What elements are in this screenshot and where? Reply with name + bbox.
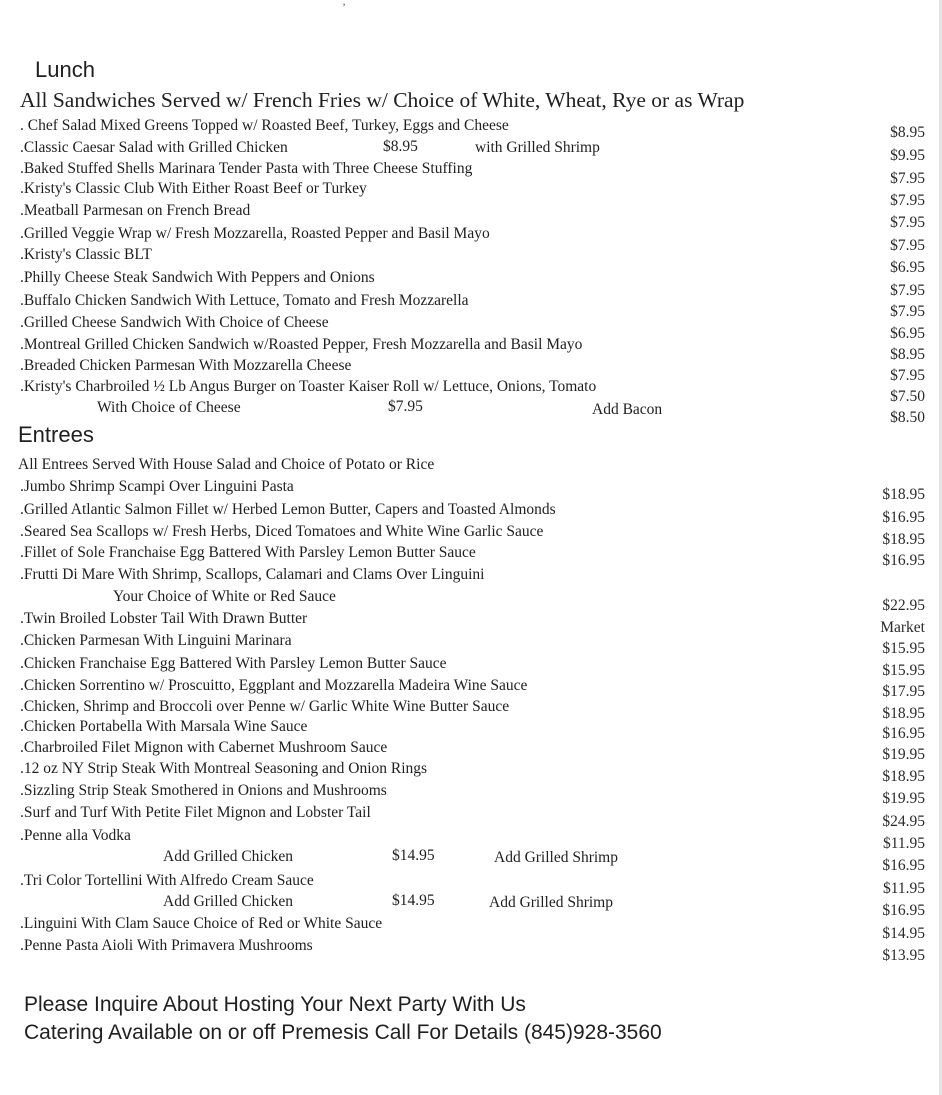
price: $13.95 bbox=[882, 947, 925, 964]
menu-item: .Sizzling Strip Steak Smothered in Onions and Mushrooms bbox=[20, 782, 387, 799]
menu-item: .Penne alla Vodka bbox=[20, 827, 131, 844]
price: $7.95 bbox=[890, 214, 925, 231]
catering-note: Catering Available on or off Premesis Call For Details (845)928-3560 bbox=[24, 1021, 662, 1044]
menu-item: .Linguini With Clam Sauce Choice of Red or White Sauce bbox=[20, 915, 383, 932]
price: $16.95 bbox=[882, 725, 925, 742]
menu-item: .Jumbo Shrimp Scampi Over Linguini Pasta bbox=[20, 478, 294, 495]
menu-item-option: Your Choice of White or Red Sauce bbox=[113, 588, 336, 605]
price: $19.95 bbox=[882, 790, 925, 807]
menu-item: .Kristy's Classic BLT bbox=[20, 246, 152, 263]
menu-item-addon: Add Grilled Shrimp bbox=[489, 894, 613, 911]
price: $18.95 bbox=[882, 768, 925, 785]
price: $11.95 bbox=[882, 835, 925, 852]
lunch-intro: All Sandwiches Served w/ French Fries w/ Choice of White, Wheat, Rye or as Wrap bbox=[20, 88, 745, 112]
menu-item: .Kristy's Charbroiled ½ Lb Angus Burger on Toaster Kaiser Roll w/ Lettuce, Onions, Tomato bbox=[20, 378, 597, 395]
menu-item: .Chicken Parmesan With Linguini Marinara bbox=[20, 632, 292, 649]
menu-item-addon: Add Bacon bbox=[592, 401, 663, 418]
price: $9.95 bbox=[890, 147, 925, 164]
price: $17.95 bbox=[882, 683, 925, 700]
menu-item: .Chicken Sorrentino w/ Proscuitto, Eggplant and Mozzarella Madeira Wine Sauce bbox=[20, 677, 528, 694]
price: $18.95 bbox=[882, 486, 925, 503]
scan-speck: ’ bbox=[342, 0, 346, 14]
menu-item-option: with Grilled Shrimp bbox=[475, 139, 600, 156]
menu-item: .Meatball Parmesan on French Bread bbox=[20, 202, 251, 219]
price: Market bbox=[880, 619, 925, 636]
price: $15.95 bbox=[882, 640, 925, 657]
price: $16.95 bbox=[882, 509, 925, 526]
entrees-intro: All Entrees Served With House Salad and Choice of Potato or Rice bbox=[18, 456, 435, 473]
menu-item: .Surf and Turf With Petite Filet Mignon and Lobster Tail bbox=[20, 804, 371, 821]
price: $18.95 bbox=[882, 531, 925, 548]
price: $18.95 bbox=[882, 705, 925, 722]
menu-item: . Chef Salad Mixed Greens Topped w/ Roasted Beef, Turkey, Eggs and Cheese bbox=[20, 117, 509, 134]
menu-item: .Chicken Portabella With Marsala Wine Sauce bbox=[20, 718, 308, 735]
menu-item-option: With Choice of Cheese bbox=[97, 399, 241, 416]
price: $11.95 bbox=[882, 880, 925, 897]
menu-item-inline-price: $14.95 bbox=[392, 892, 435, 909]
menu-item-inline-price: $8.95 bbox=[383, 138, 418, 155]
price: $22.95 bbox=[882, 597, 925, 614]
menu-item-inline-price: $14.95 bbox=[392, 847, 435, 864]
menu-item: .Chicken Franchaise Egg Battered With Parsley Lemon Butter Sauce bbox=[20, 655, 447, 672]
price: $7.50 bbox=[890, 388, 925, 405]
menu-item: .12 oz NY Strip Steak With Montreal Seasoning and Onion Rings bbox=[20, 760, 428, 777]
menu-item: .Montreal Grilled Chicken Sandwich w/Roasted Pepper, Fresh Mozzarella and Basil Mayo bbox=[20, 336, 583, 353]
menu-item: .Chicken, Shrimp and Broccoli over Penne w/ Garlic White Wine Butter Sauce bbox=[20, 698, 510, 715]
menu-item-addon: Add Grilled Shrimp bbox=[494, 849, 618, 866]
price: $15.95 bbox=[882, 662, 925, 679]
lunch-heading: Lunch bbox=[35, 57, 95, 82]
menu-item: .Twin Broiled Lobster Tail With Drawn Butter bbox=[20, 610, 308, 627]
menu-item: .Grilled Atlantic Salmon Fillet w/ Herbed Lemon Butter, Capers and Toasted Almonds bbox=[20, 501, 556, 518]
price: $6.95 bbox=[890, 325, 925, 342]
menu-item: .Breaded Chicken Parmesan With Mozzarella Cheese bbox=[20, 357, 352, 374]
menu-item: .Grilled Veggie Wrap w/ Fresh Mozzarella, Roasted Pepper and Basil Mayo bbox=[20, 225, 490, 242]
price: $7.95 bbox=[890, 367, 925, 384]
price: $7.95 bbox=[890, 192, 925, 209]
menu-item: .Fillet of Sole Franchaise Egg Battered With Parsley Lemon Butter Sauce bbox=[20, 544, 476, 561]
price: $7.95 bbox=[890, 303, 925, 320]
menu-item: .Classic Caesar Salad with Grilled Chicken bbox=[20, 139, 288, 156]
price: $16.95 bbox=[882, 552, 925, 569]
hosting-note: Please Inquire About Hosting Your Next Party With Us bbox=[24, 993, 526, 1016]
menu-item: .Kristy's Classic Club With Either Roast Beef or Turkey bbox=[20, 180, 367, 197]
price: $16.95 bbox=[882, 857, 925, 874]
menu-item: .Charbroiled Filet Mignon with Cabernet Mushroom Sauce bbox=[20, 739, 388, 756]
entrees-heading: Entrees bbox=[18, 422, 94, 447]
menu-item-inline-price: $7.95 bbox=[388, 398, 423, 415]
price: $7.95 bbox=[890, 170, 925, 187]
price: $19.95 bbox=[882, 746, 925, 763]
menu-item: .Buffalo Chicken Sandwich With Lettuce, Tomato and Fresh Mozzarella bbox=[20, 292, 469, 309]
menu-item: .Baked Stuffed Shells Marinara Tender Pasta with Three Cheese Stuffing bbox=[20, 160, 473, 177]
price: $7.95 bbox=[890, 237, 925, 254]
price: $8.95 bbox=[890, 124, 925, 141]
price: $8.95 bbox=[890, 346, 925, 363]
menu-item: .Frutti Di Mare With Shrimp, Scallops, Calamari and Clams Over Linguini bbox=[20, 566, 485, 583]
menu-item: .Tri Color Tortellini With Alfredo Cream Sauce bbox=[20, 872, 314, 889]
menu-item-addon: Add Grilled Chicken bbox=[163, 893, 294, 910]
price: $14.95 bbox=[882, 925, 925, 942]
price: $16.95 bbox=[882, 902, 925, 919]
menu-item: .Philly Cheese Steak Sandwich With Peppers and Onions bbox=[20, 269, 375, 286]
menu-item: .Grilled Cheese Sandwich With Choice of Cheese bbox=[20, 314, 329, 331]
menu-item: .Seared Sea Scallops w/ Fresh Herbs, Diced Tomatoes and White Wine Garlic Sauce bbox=[20, 523, 544, 540]
menu-item-addon: Add Grilled Chicken bbox=[163, 848, 294, 865]
price: $7.95 bbox=[890, 282, 925, 299]
price: $6.95 bbox=[890, 259, 925, 276]
price: $24.95 bbox=[882, 813, 925, 830]
menu-item: .Penne Pasta Aioli With Primavera Mushrooms bbox=[20, 937, 313, 954]
price: $8.50 bbox=[890, 409, 925, 426]
